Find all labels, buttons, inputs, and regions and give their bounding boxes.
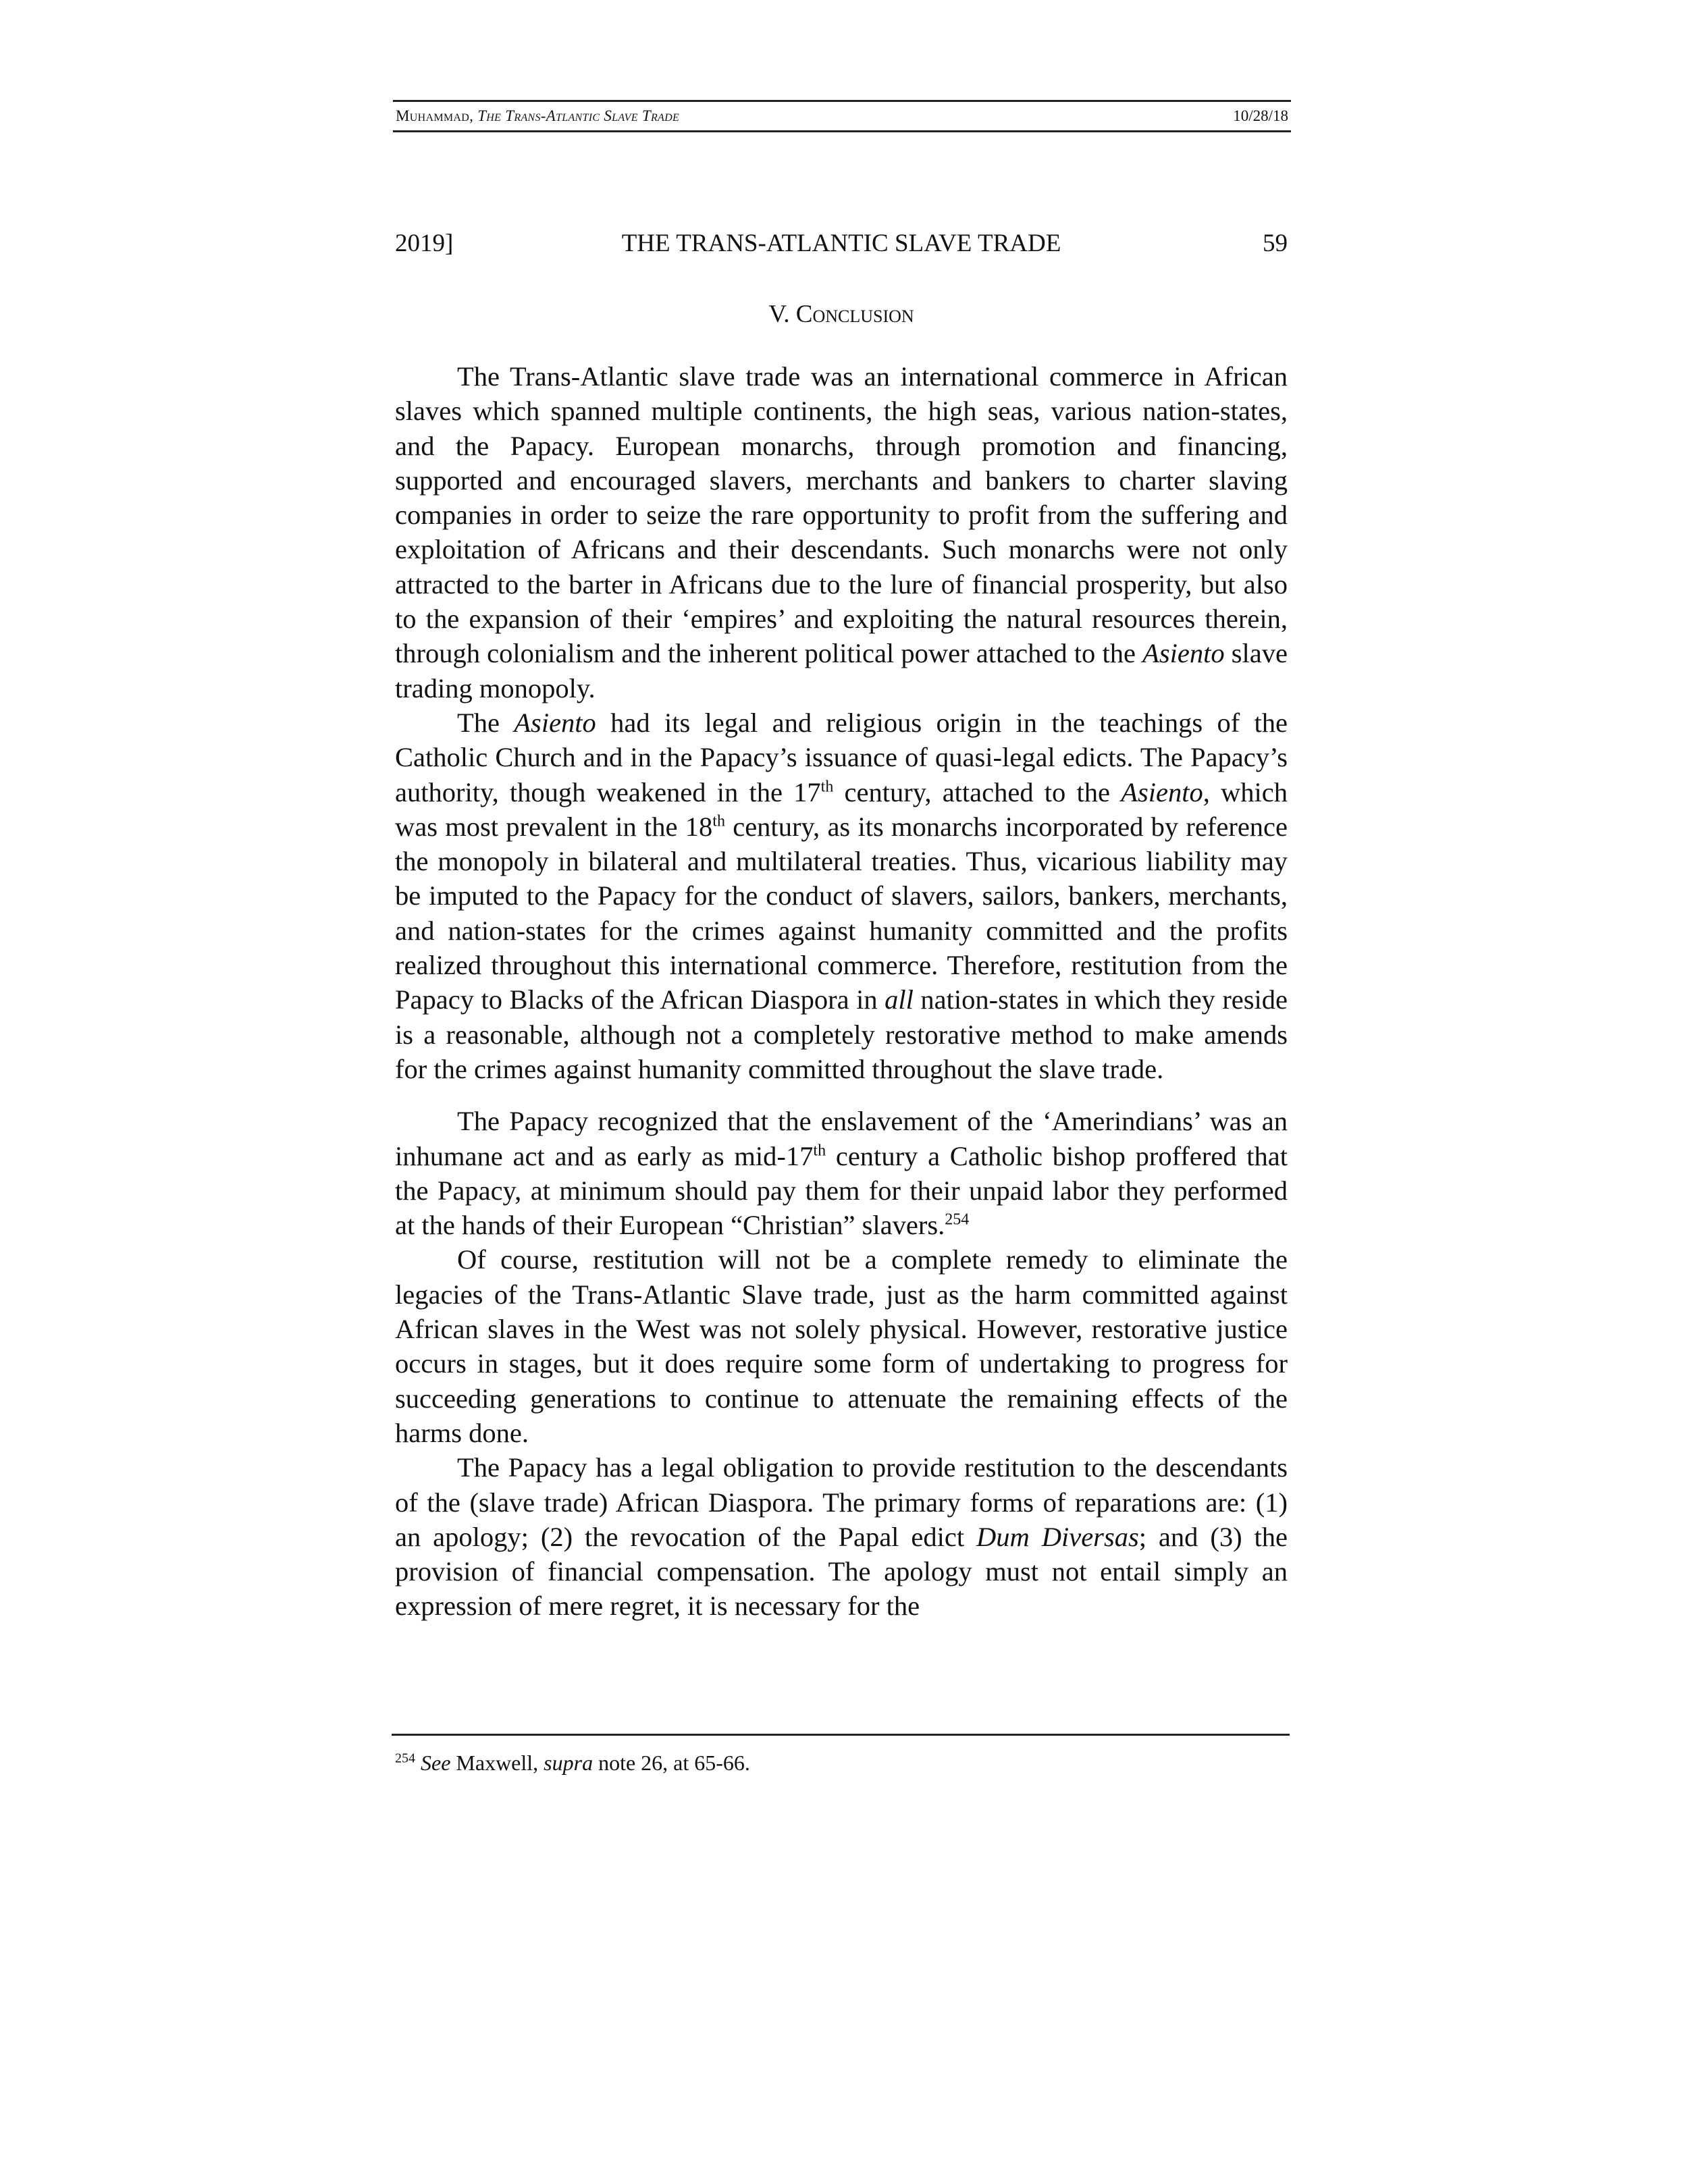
paragraph-text: The Papacy recognized that the enslavement of the ‘Amerindians’ was an inhumane act and as early as mid-17 [395,1106,1288,1171]
ordinal-superscript: th [712,812,725,830]
page-header-year: 2019] [395,230,454,257]
italic-term: all [885,984,914,1015]
footnote-reference[interactable]: 254 [945,1210,970,1229]
running-head-author: Muhammad, [396,107,474,124]
footnote-number: 254 [395,1751,415,1766]
page-number: 59 [1263,230,1288,257]
italic-term: Asiento [514,707,596,738]
paragraph-text: century, as its monarchs incorporated by reference the monopoly in bilateral and multilateral treaties. Thus, vicarious liability may be imputed to the Papacy for the conduct of slavers, sailors, bankers, merchants, and nation-states for the crimes against humanity committed and the profits realized throughout this international commerce. Therefore, restitution from the Papacy to Blacks of the African Diaspora in [395,811,1288,1015]
paragraph-text: had its legal and religious origin in the teachings of the Catholic Church and in the Papacy’s issuance of quasi-legal edicts. The Papacy’s authority, though weakened in the 17 [395,707,1288,807]
paragraph-4 [395,1242,1288,1450]
paragraph-text: century, attached to the [844,776,1110,807]
footnote-supra: supra [544,1751,594,1775]
paragraph-2 [395,705,1288,1086]
running-head-date: 10/28/18 [1233,107,1288,124]
running-head [393,100,1291,132]
paragraph-text: The Papacy has a legal obligation to provide restitution to the descendants of the (slave trade) African Diaspora. The primary forms of reparations are: (1) an apology; (2) the revocation of the Papal edict [395,1452,1288,1552]
paragraph-3 [395,1104,1288,1242]
page-header-title: THE TRANS-ATLANTIC SLAVE TRADE [621,230,1061,257]
running-head-title [396,102,679,130]
paragraph-text: The [457,707,500,738]
running-head-short-title: The Trans-Atlantic Slave Trade [477,107,680,124]
section-numeral: V. [768,300,790,328]
footnote-signal: See [421,1751,451,1775]
page-header [395,227,1288,261]
italic-term: Asiento [1142,638,1225,669]
ordinal-superscript: th [813,1142,826,1160]
paragraph-text: nation-states in which they reside is a reasonable, although not a completely restorative method to make amends for the crimes against humanity committed throughout the slave trade. [395,984,1288,1084]
paragraph-text: slave trading monopoly. [395,638,1288,703]
footnote-divider [392,1734,1290,1736]
paragraph-5 [395,1450,1288,1623]
ordinal-superscript: th [820,778,834,796]
paragraph-text: ; and (3) the provision of financial compensation. The apology must not entail simply an expression of mere regret, it is necessary for the [395,1521,1288,1622]
italic-term: Asiento [1121,776,1203,807]
footnote-text: note 26, at 65-66. [598,1751,750,1775]
section-heading [395,296,1288,334]
section-title: Conclusion [795,300,914,328]
footnote-author: Maxwell, [456,1751,539,1775]
body-text [395,359,1288,1624]
paragraph-text: The Trans-Atlantic slave trade was an international commerce in African slaves which spanned multiple continents, the high seas, various nation-states, and the Papacy. European monarchs, through promotion and financing, supported and encouraged slavers, merchants and bankers to charter slaving companies in order to seize the rare opportunity to profit from the suffering and exploitation of Africans and their descendants. Such monarchs were not only attracted to the barter in Africans due to the lure of financial prosperity, but also to the expansion of their ‘empires’ and exploiting the natural resources therein, through colonialism and the inherent political power attached to the [395,361,1288,669]
paragraph-text: century a Catholic bishop proffered that the Papacy, at minimum should pay them for their unpaid labor they performed at the hands of their European “Christian” slavers. [395,1140,1288,1241]
paragraph-1 [395,359,1288,705]
paragraph-text: , which was most prevalent in the 18 [395,776,1288,842]
paragraph-text: Of course, restitution will not be a complete remedy to eliminate the legacies of the Trans-Atlantic Slave trade, just as the harm committed against African slaves in the West was not solely physical. However, restorative justice occurs in stages, but it does require some form of undertaking to progress for succeeding generations to continue to attenuate the remaining effects of the harms done. [395,1244,1288,1448]
italic-term: Dum Diversas [976,1521,1139,1552]
footnote-254 [395,1749,1288,1777]
